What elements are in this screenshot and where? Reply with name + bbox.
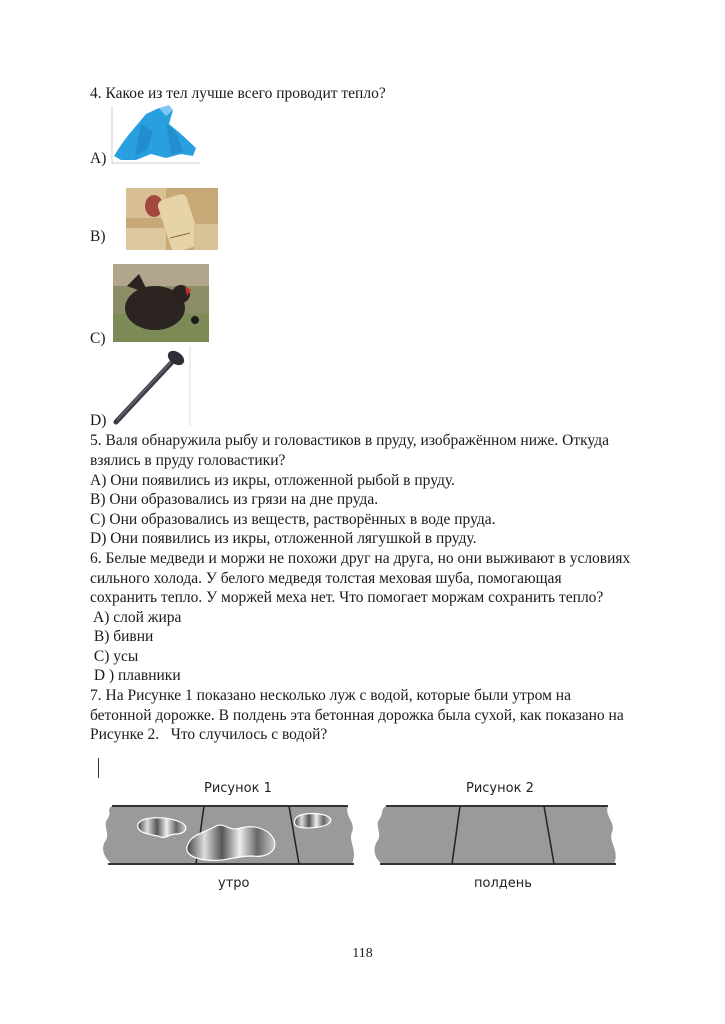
q7-question-line1: 7. На Рисунке 1 показано несколько луж с водой, которые были утром на <box>90 687 571 704</box>
hen-image <box>113 264 209 342</box>
wine-corks-image <box>126 188 218 250</box>
q4-question: 4. Какое из тел лучше всего проводит тепло? <box>90 85 386 102</box>
q6-option-d: D ) плавники <box>90 667 181 684</box>
blue-gloves-image <box>111 104 201 164</box>
iron-nail-image <box>112 346 192 426</box>
q5-question-line1: 5. Валя обнаружила рыбу и головастиков в пруду, изображённом ниже. Откуда <box>90 432 609 449</box>
q4-option-d-label: D) <box>90 412 107 429</box>
page-number: 118 <box>352 946 373 961</box>
q6-question-line3: сохранить тепло. У моржей меха нет. Что помогает моржам сохранить тепло? <box>90 589 604 606</box>
q4-option-b-label: B) <box>90 228 106 245</box>
figure1-caption: утро <box>218 876 250 891</box>
q6-option-a: A) слой жира <box>90 609 182 626</box>
figure1-title: Рисунок 1 <box>204 781 272 796</box>
q6-question-line1: 6. Белые медведи и моржи не похожи друг на друга, но они выживают в условиях <box>90 550 631 567</box>
q6-option-b: B) бивни <box>90 628 154 645</box>
q5-question-line2: взялись в пруду головастики? <box>90 452 286 469</box>
q4-option-c-label: C) <box>90 330 106 347</box>
figure2-title: Рисунок 2 <box>466 781 534 796</box>
q5-option-b: B) Они образовались из грязи на дне пруда. <box>90 491 379 508</box>
q6-question-line2: сильного холода. У белого медведя толстая меховая шуба, помогающая <box>90 570 562 587</box>
q5-option-d: D) Они появились из икры, отложенной лягушкой в пруду. <box>90 530 477 547</box>
q4-option-a-label: A) <box>90 150 107 167</box>
figure2-dry-path <box>372 802 622 872</box>
text-cursor <box>98 758 99 778</box>
q5-option-a: A) Они появились из икры, отложенной рыбой в пруду. <box>90 472 455 489</box>
q6-option-c: C) усы <box>90 648 139 665</box>
q5-option-c: C) Они образовались из веществ, растворённых в воде пруда. <box>90 511 496 528</box>
q7-question-line2: бетонной дорожке. В полдень эта бетонная дорожка была сухой, как показано на <box>90 707 624 724</box>
q7-question-line3: Рисунке 2. Что случилось с водой? <box>90 726 328 743</box>
figure1-wet-path <box>100 802 360 872</box>
figure2-caption: полдень <box>474 876 532 891</box>
